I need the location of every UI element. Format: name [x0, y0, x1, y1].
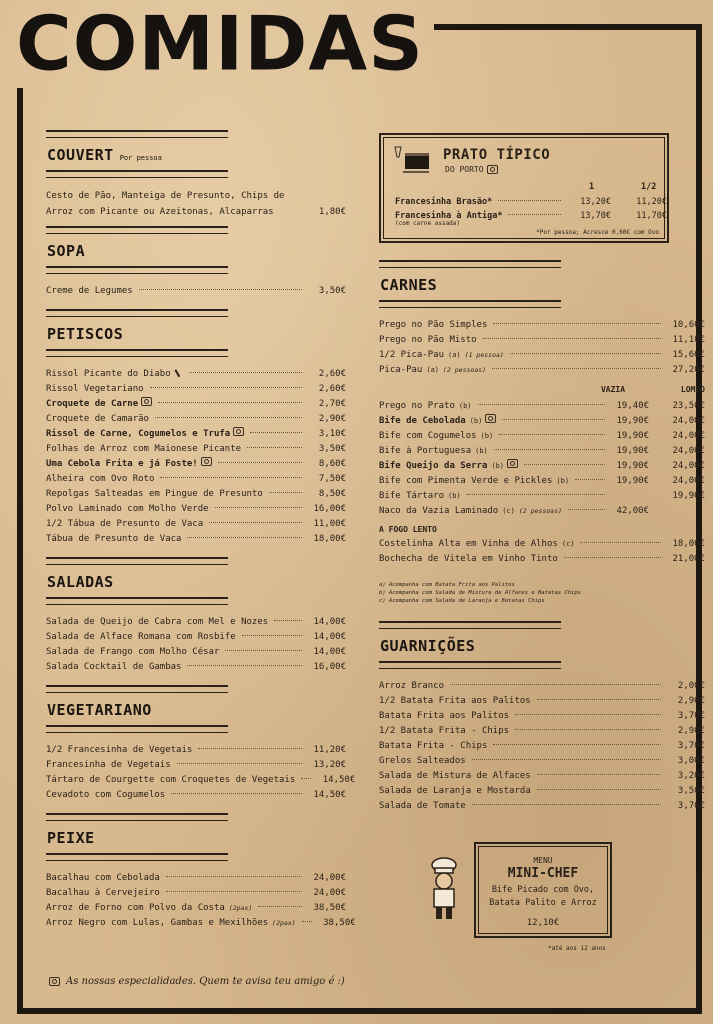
camera-icon: [485, 414, 496, 423]
section-header: [46, 130, 346, 178]
menu-item: [379, 399, 705, 414]
item-price: 3,70€: [677, 741, 705, 751]
item-price-half: 11,20€: [636, 197, 667, 207]
prato-tipico-list: [395, 195, 667, 228]
menu-item: [46, 773, 356, 788]
item-price: 18,00€: [672, 539, 705, 549]
item-name: Folhas de Arroz com Maionese Picante: [46, 444, 242, 454]
item-price-lombo: 24,00€: [672, 461, 705, 471]
item-name: Bochecha de Vitela em Vinho Tinto: [379, 554, 558, 564]
dot-leader: [301, 778, 311, 779]
item-price-half: 11,70€: [636, 211, 667, 221]
item-price: 24,00€: [313, 888, 346, 898]
section-header: [46, 309, 346, 357]
menu-item: [46, 457, 346, 472]
item-name: Bacalhau com Cebolada: [46, 873, 160, 883]
dot-leader: [537, 774, 661, 775]
item-tag: (a): [426, 366, 440, 374]
couvert-price: 1,80€: [318, 207, 346, 217]
item-name: Batata Frita aos Palitos: [379, 711, 510, 721]
couvert-text: Cesto de Pão, Manteiga de Presunto, Chips de Arroz com Picante ou Azeitonas, Alcaparras: [46, 191, 285, 217]
item-tag: (b): [556, 477, 570, 485]
frame-right-rule: [696, 24, 702, 94]
dot-leader: [510, 353, 661, 354]
dot-leader: [250, 432, 302, 433]
left-column: [46, 130, 356, 941]
item-name: 1/2 Batata Frita - Chips: [379, 726, 510, 736]
item-price: 15,60€: [672, 350, 705, 360]
section-rule-top: [46, 557, 228, 565]
dot-leader: [187, 665, 302, 666]
item-price: 3,70€: [677, 711, 705, 721]
item-name: Prego no Pão Simples: [379, 320, 488, 330]
menu-item: [46, 788, 346, 803]
item-name: 1/2 Pica-Pau: [379, 350, 445, 360]
item-name: Tábua de Presunto de Vaca: [46, 534, 182, 544]
menu-item: [379, 754, 705, 769]
menu-item: [379, 318, 705, 333]
francesinha-icon: [393, 143, 431, 177]
menu-item: [379, 769, 705, 784]
item-name: Naco da Vazia Laminado: [379, 506, 499, 516]
item-price-full: 13,70€: [580, 211, 611, 221]
dot-leader: [537, 789, 661, 790]
dot-leader: [274, 620, 302, 621]
item-price: 38,50€: [313, 903, 346, 913]
item-name: Salada de Frango com Molho César: [46, 647, 220, 657]
dot-leader: [247, 447, 302, 448]
menu-item: [46, 427, 346, 442]
section-title: GUARNIÇÕES: [380, 637, 476, 655]
dot-leader: [258, 906, 302, 907]
bifes-column-header: [379, 382, 705, 397]
item-name: Salada Cocktail de Gambas: [46, 662, 182, 672]
dot-leader: [472, 804, 661, 805]
item-note: (2 pessoas): [518, 507, 562, 515]
dot-leader: [166, 891, 302, 892]
dot-leader: [515, 714, 661, 715]
prato-tipico-box: [379, 133, 669, 243]
section-title: SOPA: [47, 242, 86, 260]
section-title: COUVERT Por pessoa: [47, 146, 162, 164]
menu-item: [46, 758, 346, 773]
dot-leader: [198, 748, 302, 749]
section-subtitle: Por pessoa: [119, 154, 162, 162]
menu-item: [46, 615, 346, 630]
dot-leader: [225, 650, 302, 651]
item-name: Bife com Pimenta Verde e Pickles: [379, 476, 553, 486]
section-rule-bottom: [46, 266, 228, 274]
item-price: 14,00€: [313, 632, 346, 642]
menu-item: [46, 487, 346, 502]
dot-leader: [302, 921, 312, 922]
section-rule-bottom: [379, 300, 561, 308]
item-note: (1 pessoa): [464, 351, 504, 359]
menu-item: [379, 348, 705, 363]
dot-leader: [467, 494, 605, 495]
prato-tipico-footnote: *Por pessoa; Acresce 0,60€ com Ovo: [536, 229, 659, 236]
prato-tipico-subtitle: DO PORTO: [445, 165, 498, 174]
mini-chef-box: [474, 842, 612, 938]
item-name: Uma Cebola Frita e já Foste!: [46, 459, 198, 469]
menu-item: [46, 442, 346, 457]
item-price: 24,00€: [313, 873, 346, 883]
camera-icon: [233, 427, 244, 436]
mini-chef-desc-2: Batata Palito e Arroz: [489, 898, 597, 908]
section-title: CARNES: [380, 276, 438, 294]
item-name: Francesinha de Vegetais: [46, 760, 171, 770]
section-rule-top: [379, 621, 561, 629]
dot-leader: [483, 338, 661, 339]
item-price: 14,50€: [313, 790, 346, 800]
section-header: [46, 226, 346, 274]
prato-col-1: 1: [589, 182, 595, 192]
item-price-lombo: 24,00€: [672, 476, 705, 486]
item-name: Prego no Prato: [379, 401, 455, 411]
menu-item: [46, 660, 346, 675]
dot-leader: [524, 464, 605, 465]
item-name: Bacalhau à Cervejeiro: [46, 888, 160, 898]
section-rule-top: [46, 309, 228, 317]
item-price: 18,00€: [313, 534, 346, 544]
frame-top-rule: [434, 24, 702, 30]
section-header: [46, 813, 346, 861]
item-price: 14,50€: [322, 775, 356, 785]
footer-note: As nossas especialidades. Quem te avisa teu amigo é :): [46, 976, 345, 987]
item-price-vazia: 19,90€: [616, 476, 649, 486]
mini-chef-desc-1: Bife Picado com Ovo,: [491, 885, 595, 895]
section-rule-bottom: [379, 661, 561, 669]
menu-item: [46, 916, 356, 931]
dot-leader: [472, 759, 661, 760]
menu-item: [46, 284, 346, 299]
menu-item: [46, 412, 346, 427]
section-rule-top: [46, 130, 228, 138]
menu-item: [379, 784, 705, 799]
section-header: [46, 685, 346, 733]
item-tag: (b): [448, 492, 461, 500]
item-name: Arroz Branco: [379, 681, 445, 691]
item-price-vazia: 19,40€: [616, 401, 649, 411]
menu-item: [46, 367, 346, 382]
menu-item: [46, 871, 346, 886]
item-name: Croquete de Carne: [46, 399, 139, 409]
item-name: Salada de Tomate: [379, 801, 466, 811]
footnote: c) Acompanha com Salada de Laranja e Batatas Chips: [379, 598, 545, 604]
item-price: 27,20€: [672, 365, 705, 375]
item-price: 3,20€: [677, 771, 705, 781]
item-name: Rissol de Carne, Cogumelos e Trufa: [46, 429, 231, 439]
section-rule-bottom: [46, 725, 228, 733]
item-tag: (c): [561, 540, 575, 548]
item-price: 2,70€: [318, 399, 346, 409]
dot-leader: [493, 744, 661, 745]
dot-leader: [492, 368, 661, 369]
item-price-lombo: 24,00€: [672, 431, 705, 441]
couvert-description: [46, 188, 346, 220]
menu-item: [379, 333, 705, 348]
menu-item: [379, 459, 705, 474]
item-price-vazia: 19,90€: [616, 461, 649, 471]
chef-icon: [424, 857, 464, 921]
item-name: Bife de Cebolada: [379, 416, 466, 426]
menu-item: [395, 195, 667, 209]
mini-chef-note: *até aos 12 anos: [548, 945, 606, 952]
menu-item: [46, 645, 346, 660]
section-title: SALADAS: [47, 573, 114, 591]
item-price-lombo: 19,90€: [672, 491, 705, 501]
item-note: (2pax): [228, 904, 253, 912]
item-name: Bife Tártaro: [379, 491, 445, 501]
item-tag: (c): [502, 507, 515, 515]
item-price: 10,60€: [672, 320, 705, 330]
item-price: 21,00€: [672, 554, 705, 564]
footnote: b) Acompanha com Salada de Mistura de Alfaces e Batatas Chips: [379, 590, 581, 596]
menu-item: [46, 472, 346, 487]
item-price: 3,10€: [318, 429, 346, 439]
menu-item: [379, 724, 705, 739]
dot-leader: [450, 684, 661, 685]
dot-leader: [160, 477, 302, 478]
menu-item: [46, 502, 346, 517]
dot-leader: [189, 372, 302, 373]
item-name: Bife Queijo da Serra: [379, 461, 488, 471]
section-rule-top: [46, 685, 228, 693]
section-title: PEIXE: [47, 829, 95, 847]
dot-leader: [158, 402, 302, 403]
item-name: 1/2 Francesinha de Vegetais: [46, 745, 193, 755]
dot-leader: [508, 214, 561, 215]
item-name: Arroz de Forno com Polvo da Costa: [46, 903, 225, 913]
item-name: Grelos Salteados: [379, 756, 466, 766]
dot-leader: [166, 876, 302, 877]
item-tag: (b): [480, 432, 494, 440]
dot-leader: [537, 699, 661, 700]
item-price: 2,90€: [677, 726, 705, 736]
item-price: 16,00€: [313, 504, 346, 514]
menu-item: [46, 382, 346, 397]
item-price-vazia: 42,00€: [616, 506, 649, 516]
item-name: Alheira com Ovo Roto: [46, 474, 155, 484]
menu-item: [379, 799, 705, 814]
carnes-footnotes: [379, 581, 705, 605]
menu-item: [379, 504, 705, 519]
dot-leader: [218, 462, 302, 463]
prato-tipico-note: (com carne assada): [395, 220, 461, 227]
camera-icon: [201, 457, 212, 466]
menu-item: [379, 429, 705, 444]
item-price: 38,50€: [323, 918, 356, 928]
section-title: VEGETARIANO: [47, 701, 152, 719]
item-tag: (b): [475, 447, 488, 455]
dot-leader: [499, 434, 605, 435]
dot-leader: [478, 404, 605, 405]
item-price: 2,90€: [677, 696, 705, 706]
item-price-vazia: 19,90€: [616, 431, 649, 441]
item-price: 2,00€: [677, 681, 705, 691]
menu-item: [46, 532, 346, 547]
dot-leader: [493, 323, 661, 324]
mini-chef-menu-label: MENU: [533, 856, 553, 865]
prato-col-half: 1/2: [641, 182, 657, 192]
camera-icon: [49, 977, 60, 986]
col-lombo: LOMBO: [680, 385, 705, 394]
section-rule-top: [46, 813, 228, 821]
dot-leader: [502, 419, 605, 420]
dot-leader: [568, 509, 605, 510]
section-rule-top: [379, 260, 561, 268]
menu-item: [379, 679, 705, 694]
item-name: Bife à Portuguesa: [379, 446, 472, 456]
item-name: Francesinha à Antiga*: [395, 211, 503, 221]
item-name: Rissol Picante do Diabo: [46, 369, 171, 379]
dot-leader: [242, 635, 302, 636]
item-name: Costelinha Alta em Vinha de Alhos: [379, 539, 558, 549]
item-price: 2,60€: [318, 384, 346, 394]
section-rule-bottom: [46, 170, 228, 178]
prato-tipico-title: PRATO TÍPICO: [443, 147, 551, 163]
item-price: 7,50€: [318, 474, 346, 484]
item-name: Prego no Pão Misto: [379, 335, 477, 345]
item-name: Salada de Queijo de Cabra com Mel e Nozes: [46, 617, 269, 627]
item-note: (2 pessoas): [443, 366, 487, 374]
item-price: 8,60€: [318, 459, 346, 469]
dot-leader: [564, 557, 661, 558]
item-name: Croquete de Camarão: [46, 414, 149, 424]
section-header: [46, 557, 346, 605]
section-rule-top: [46, 226, 228, 234]
item-name: Pica-Pau: [379, 365, 423, 375]
item-name: Salada de Mistura de Alfaces: [379, 771, 531, 781]
item-name: Polvo Laminado com Molho Verde: [46, 504, 209, 514]
menu-item: [379, 414, 705, 429]
dot-leader: [515, 729, 661, 730]
dot-leader: [177, 763, 302, 764]
item-name: Batata Frita - Chips: [379, 741, 488, 751]
item-price: 11,00€: [313, 519, 346, 529]
menu-item: [379, 363, 705, 378]
item-price: 14,00€: [313, 647, 346, 657]
camera-icon: [507, 459, 518, 468]
camera-icon: [487, 165, 498, 174]
item-price: 3,50€: [677, 786, 705, 796]
menu-item: [379, 489, 705, 504]
item-name: Rissol Vegetariano: [46, 384, 144, 394]
menu-item: [46, 397, 346, 412]
item-price: 11,20€: [313, 745, 346, 755]
dot-leader: [209, 522, 302, 523]
dot-leader: [215, 507, 302, 508]
dot-leader: [155, 417, 302, 418]
item-price: 11,10€: [672, 335, 705, 345]
item-price: 16,00€: [313, 662, 346, 672]
item-name: 1/2 Tábua de Presunto de Vaca: [46, 519, 204, 529]
item-name: Salada de Alface Romana com Rosbife: [46, 632, 236, 642]
menu-item: [46, 630, 346, 645]
menu-item: [46, 743, 346, 758]
item-note: (2pax): [272, 919, 296, 927]
item-price: 14,00€: [313, 617, 346, 627]
menu-item: [379, 537, 705, 552]
menu-item: [395, 209, 667, 223]
menu-item: [379, 709, 705, 724]
item-price-vazia: 19,90€: [616, 416, 649, 426]
item-name: Arroz Negro com Lulas, Gambas e Mexilhões: [46, 918, 269, 928]
fogo-lento-title: A FOGO LENTO: [379, 525, 437, 534]
item-price: 3,50€: [318, 444, 346, 454]
page-title: COMIDAS: [16, 0, 424, 88]
item-price-lombo: 24,00€: [672, 416, 705, 426]
item-price: 3,50€: [318, 286, 346, 296]
item-price-lombo: 23,50€: [672, 401, 705, 411]
menu-item: [379, 474, 705, 489]
item-price: 13,20€: [313, 760, 346, 770]
item-price: 8,50€: [318, 489, 346, 499]
menu-item: [46, 901, 346, 916]
dot-leader: [150, 387, 302, 388]
section-header: [379, 260, 705, 308]
item-name: Francesinha Brasão*: [395, 197, 493, 207]
item-name: Cevadoto com Cogumelos: [46, 790, 166, 800]
item-price: 2,90€: [318, 414, 346, 424]
item-name: Tártaro de Courgette com Croquetes de Vegetais: [46, 775, 296, 785]
section-rule-bottom: [46, 597, 228, 605]
footnote: a) Acompanha com Batata Frita aos Palitos: [379, 582, 515, 588]
item-name: Creme de Legumes: [46, 286, 133, 296]
mini-chef-title: MINI-CHEF: [507, 866, 579, 881]
menu-item: [379, 694, 705, 709]
section-title: PETISCOS: [47, 325, 124, 343]
section-header: [379, 621, 705, 669]
item-name: Salada de Laranja e Mostarda: [379, 786, 531, 796]
item-name: Repolgas Salteadas em Pingue de Presunto: [46, 489, 263, 499]
menu-item: [46, 886, 346, 901]
item-price-full: 13,20€: [580, 197, 611, 207]
item-tag: (a): [448, 351, 461, 359]
menu-item: [379, 739, 705, 754]
camera-icon: [141, 397, 152, 406]
dot-leader: [171, 793, 302, 794]
section-rule-bottom: [46, 349, 228, 357]
item-tag: (b): [469, 417, 483, 425]
item-price: 2,60€: [318, 369, 346, 379]
col-vazia: VAZIA: [600, 385, 626, 394]
item-price-vazia: 19,90€: [616, 446, 649, 456]
item-price: 3,00€: [677, 756, 705, 766]
dot-leader: [494, 449, 605, 450]
item-name: 1/2 Batata Frita aos Palitos: [379, 696, 531, 706]
item-name: Bife com Cogumelos: [379, 431, 477, 441]
menu-item: [379, 444, 705, 459]
mini-chef-price: 12,10€: [526, 918, 560, 928]
section-rule-bottom: [46, 853, 228, 861]
dot-leader: [580, 542, 661, 543]
menu-item: [46, 517, 346, 532]
item-tag: (b): [491, 462, 505, 470]
menu-item: [379, 552, 705, 567]
right-column: [379, 260, 705, 814]
dot-leader: [575, 479, 605, 480]
item-price-lombo: 24,00€: [672, 446, 705, 456]
item-tag: (b): [458, 402, 472, 410]
dot-leader: [139, 289, 302, 290]
dot-leader: [187, 537, 302, 538]
item-price: 3,70€: [677, 801, 705, 811]
dot-leader: [269, 492, 302, 493]
chili-icon: [174, 367, 184, 377]
dot-leader: [498, 200, 561, 201]
